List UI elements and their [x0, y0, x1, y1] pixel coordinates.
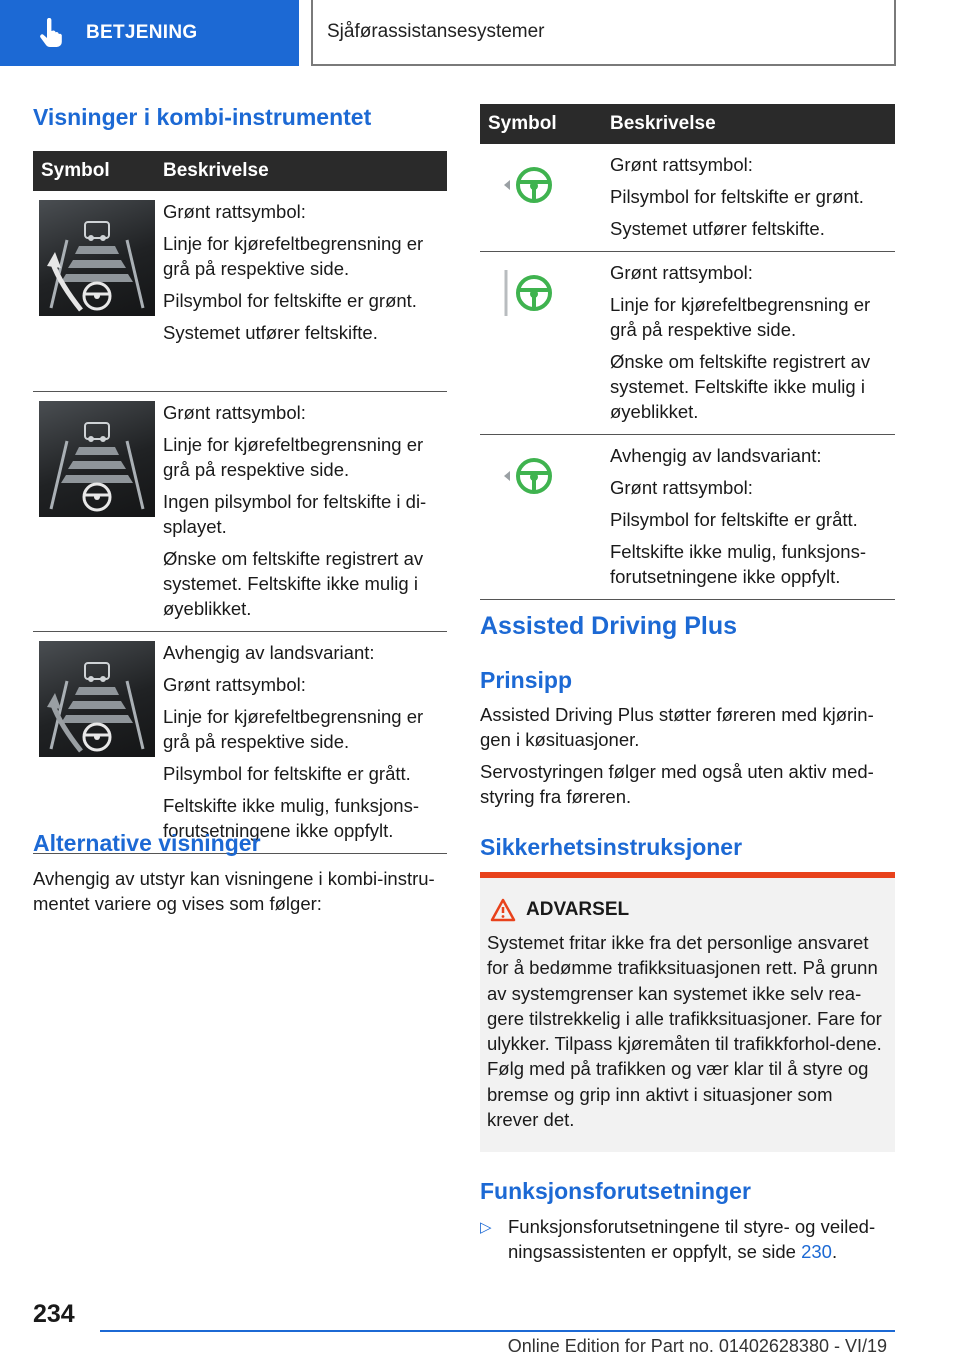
description-line: Linje for kjørefeltbegrensning er grå på respektive side.	[163, 433, 424, 480]
table-row	[480, 252, 895, 435]
table-row	[33, 191, 447, 391]
description-line: Ingen pilsymbol for feltskifte i di-splayet.	[163, 490, 427, 537]
description-line: Linje for kjørefeltbegrensning er grå på respektive side.	[163, 233, 424, 279]
table-row	[33, 391, 447, 631]
description-line: Systemet utfører feltskifte.	[610, 218, 825, 239]
warning-triangle-icon	[490, 898, 516, 922]
description-line: Feltskifte ikke mulig, funksjons-forutsetningene ikke oppfylt.	[610, 541, 867, 587]
symbol-table-left	[33, 151, 447, 854]
principle-heading: Prinsipp	[480, 667, 573, 693]
description-line: Linje for kjørefeltbegrensning er grå på respektive side.	[610, 294, 871, 340]
description-line: Grønt rattsymbol:	[163, 401, 306, 423]
page-header	[0, 0, 960, 66]
description-line: Grønt rattsymbol:	[163, 201, 306, 222]
green-steering-wheel-lane-line-icon	[494, 268, 564, 318]
principle-paragraph-2: Servostyringen følger med også uten aktiv med-styring fra føreren.	[480, 761, 874, 807]
table-row	[33, 631, 447, 853]
section-heading-displays: Visninger i kombi-instrumentet	[33, 104, 372, 130]
safety-instructions-heading: Sikkerhetsinstruksjoner	[480, 834, 743, 860]
alternative-displays-text: Avhengig av utstyr kan visningene i kombi-instru-mentet variere og vises som følger:	[33, 868, 435, 914]
description-line: Ønske om feltskifte registrert av systemet. Feltskifte ikke mulig i øyeblikket.	[163, 547, 424, 619]
description-line: Pilsymbol for feltskifte er grått.	[610, 509, 858, 530]
table-header-symbol: Symbol	[480, 104, 602, 144]
description-line: Grønt rattsymbol:	[163, 673, 306, 695]
green-steering-wheel-grey-arrow-icon	[494, 451, 564, 501]
function-requirements-heading: Funksjonsforutsetninger	[480, 1178, 751, 1204]
footer-divider	[100, 1330, 895, 1332]
description-line: Grønt rattsymbol:	[610, 262, 753, 283]
description-line: Linje for kjørefeltbegrensning er grå på respektive side.	[163, 705, 424, 752]
table-header-symbol: Symbol	[33, 151, 155, 191]
alternative-displays-heading: Alternative visninger	[33, 830, 261, 856]
description-line: Pilsymbol for feltskifte er grønt.	[163, 290, 417, 311]
green-steering-wheel-arrow-icon	[494, 160, 564, 210]
hand-pointer-icon	[38, 18, 64, 48]
bullet-text: Funksjonsforutsetningene til styre- og veiled-ningsassistenten er oppfylt, se side	[508, 1216, 876, 1262]
list-item	[480, 1214, 895, 1264]
edition-text: Online Edition for Part no. 01402628380 - VI/19	[507, 1336, 887, 1356]
cluster-display-lane-change-green-arrow-icon	[39, 200, 155, 316]
breadcrumb: Sjåførassistansesystemer	[311, 0, 896, 66]
description-line: Systemet utfører feltskifte.	[163, 322, 378, 343]
table-row	[480, 144, 895, 252]
table-header-description: Beskrivelse	[155, 151, 447, 191]
warning-text: Systemet fritar ikke fra det personlige ansvaret for å bedømme trafikksituasjonen rett. På grunn av systemgrenser kan systemet ikke selv rea-gere tilstrekkelig i alle trafikksituasjoner. Fare for ulykker. Tilpass kjøremåten til trafikkforhol-dene. Følg med på trafikken og vær klar til å styre og bremse og grip inn aktivt i situasjoner som krever det.	[487, 932, 882, 1131]
cluster-display-lane-change-grey-arrow-icon	[39, 641, 155, 757]
cluster-display-lane-change-pending-icon	[39, 401, 155, 517]
section-label: BETJENING	[86, 22, 198, 43]
warning-box	[480, 872, 895, 1152]
table-row	[480, 435, 895, 600]
description-line: Avhengig av landsvariant:	[163, 641, 375, 663]
warning-title: ADVARSEL	[526, 899, 630, 920]
description-line: Feltskifte ikke mulig, funksjons-forutsetningene ikke oppfylt.	[163, 794, 420, 841]
assisted-driving-plus-heading: Assisted Driving Plus	[480, 612, 738, 640]
page-number: 234	[33, 1300, 75, 1328]
description-line: Grønt rattsymbol:	[610, 154, 753, 175]
principle-paragraph-1: Assisted Driving Plus støtter føreren med kjørin-gen i køsituasjoner.	[480, 704, 874, 750]
description-line: Pilsymbol for feltskifte er grått.	[163, 762, 411, 784]
section-tab[interactable]	[0, 0, 299, 66]
bullet-triangle-icon: ▷	[480, 1219, 492, 1236]
description-line: Grønt rattsymbol:	[610, 477, 753, 498]
description-line: Ønske om feltskifte registrert av systemet. Feltskifte ikke mulig i øyeblikket.	[610, 351, 871, 422]
bullet-end: .	[831, 1241, 838, 1262]
description-line: Pilsymbol for feltskifte er grønt.	[610, 186, 864, 207]
description-line: Avhengig av landsvariant:	[610, 445, 822, 466]
page-reference-link[interactable]: 230	[801, 1241, 832, 1262]
symbol-table-right	[480, 104, 895, 600]
table-header-description: Beskrivelse	[602, 104, 895, 144]
